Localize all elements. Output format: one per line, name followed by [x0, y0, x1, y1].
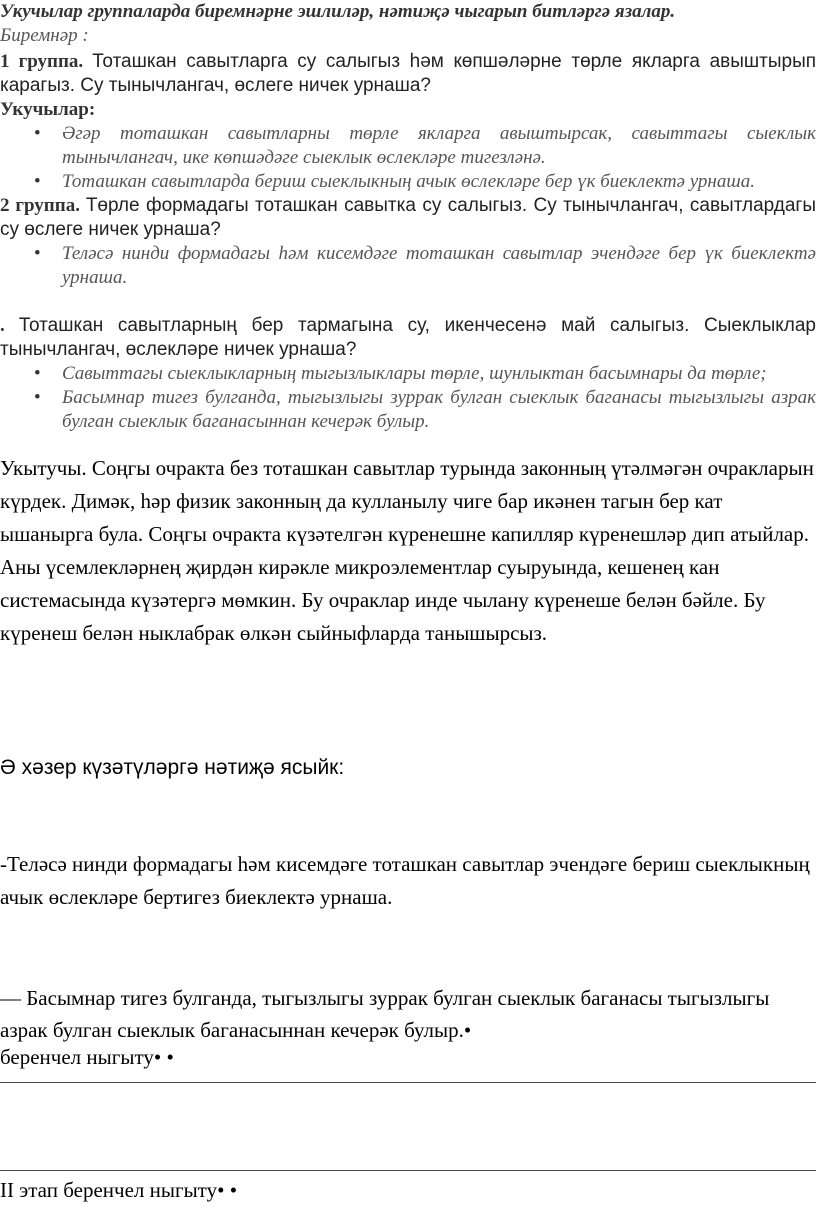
conclusion-2-text: — Басымнар тигез булганда, тыгызлыгы зуррак булган сыеклык баганасы тыгызлыгы азрак булган сыеклык баганасыннан кечерәк булыр. [0, 986, 770, 1042]
initial-test-line [0, 1043, 816, 1071]
group2-answers [0, 242, 816, 290]
group1-answer-1: • Әгәр тоташкан савытларны төрле якларга авыштырсак, савыттагы сыеклык тынычлангач, ике көпшәдәге сыеклык өслекләре тигезләнә. [34, 123, 816, 168]
bullet-icon: • [34, 243, 41, 264]
students-label: Укучылар: [0, 99, 96, 120]
bullet-icon: • [166, 1045, 174, 1069]
bullet-icon: • [463, 1018, 472, 1042]
group3-answer-1: • Савыттагы сыеклыкларның тыгызлыклары төрле, шунлыктан басымнары да төрле; [34, 363, 767, 384]
group1-label: 1 группа. [0, 51, 84, 72]
divider-2 [0, 1170, 816, 1171]
page-heading: Укучылар группаларда биремнәрне эшлиләр, нәтиҗә чыгарып битләргә язалар. [0, 1, 676, 22]
group3-answers [0, 362, 816, 434]
group2-label: 2 группа. [0, 195, 80, 216]
group3-task-text: Тоташкан савытларның бер тармагына су, икенчесенә май салыгыз. Сыеклыклар тынычлангач, өслекләре ничек урнаша? [0, 315, 816, 360]
stage-line [0, 1176, 816, 1204]
conclusion-prompt: Ә хәзер күзәтүләргә нәтиҗә ясыйк: [0, 756, 345, 779]
group2-answer-1: • Теләсә нинди формадагы һәм кисемдәге тоташкан савытлар эчендәге бер үк биеклектә урнаша. [34, 243, 816, 288]
group3-answer-2: • Басымнар тигез булганда, тыгызлыгы зуррак булган сыеклык баганасы тыгызлыгы азрак булган сыеклык баганасыннан кечерәк булыр. [34, 387, 816, 432]
bullet-icon: • [34, 123, 41, 144]
group3-task [0, 314, 816, 362]
group1-answers [0, 122, 816, 194]
bullet-icon: • [217, 1178, 225, 1202]
bullet-icon: • [34, 387, 41, 408]
group1-task-text: Тоташкан савытларга су салыгыз һәм көпшәләрне төрле якларга авыштырып карагыз. Су тынычлангач, өслеге ничек урнаша? [0, 51, 816, 96]
bullet-icon: • [34, 363, 41, 384]
teacher-text: Укытучы. Соңгы очракта без тоташкан савытлар турында законның үтәлмәгән очракларын күрдек. Димәк, һәр физик законның да кулланылу чиге бар икәнен тагын бер кат ышанырга була. Соңгы очракта күзәтелгән күренешне капилляр күренешләр дип атыйлар. Аны үсемлекләрнең җирдән кирәкле микроэлементлар суыруында, кешенең кан системасында күзәтергә мөмкин. Бу очраклар инде чылану күренеше белән бәйле. Бу күренеш белән ныклабрак өлкән сыйныфларда танышырсыз. [0, 456, 814, 645]
conclusion-2 [0, 982, 816, 1046]
group1-answer-2: • Тоташкан савытларда бериш сыеклыкның ачык өслекләре бер үк биеклектә урнаша. [34, 171, 755, 192]
group2-task [0, 194, 816, 242]
stage-label: II этап беренчел ныгыту [0, 1178, 218, 1202]
divider-1 [0, 1082, 816, 1083]
initial-test-label: беренчел ныгыту [0, 1045, 154, 1069]
bullet-icon: • [34, 171, 41, 192]
group2-task-text: Төрле формадагы тоташкан савытка су салыгыз. Су тынычлангач, савытлардагы су өслеге ничек урнаша? [0, 195, 816, 240]
bullet-icon: • [229, 1178, 238, 1202]
conclusion-1: -Теләсә нинди формадагы һәм кисемдәге тоташкан савытлар эчендәге бериш сыеклыкның ачык өслекләре бертигез биеклектә урнаша. [0, 852, 810, 909]
tasks-label: Биремнәр : [0, 25, 89, 46]
bullet-icon: • [153, 1045, 162, 1069]
group3-label: . [0, 315, 5, 336]
group1-task [0, 50, 816, 98]
